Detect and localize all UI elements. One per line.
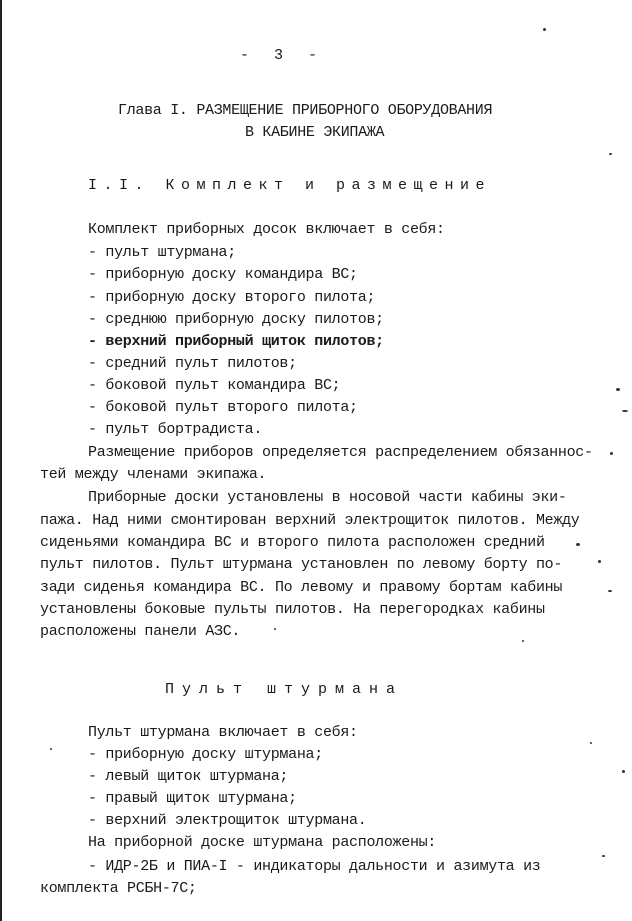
navigator-heading: Пульт штурмана (165, 681, 404, 698)
navigator-item-line1: - ИДР-2Б и ПИА-I - индикаторы дальности и азимута из (88, 858, 541, 875)
list-item: - приборную доску командира ВС; (88, 266, 358, 283)
paragraph-line: тей между членами экипажа. (40, 466, 267, 483)
list-item: - приборную доску штурмана; (88, 746, 323, 763)
paragraph-line: пажа. Над ними смонтирован верхний электрощиток пилотов. Между (40, 512, 580, 529)
section-heading: I.I. Комплект и размещение (88, 177, 492, 194)
list-item: - правый щиток штурмана; (88, 790, 297, 807)
page-number: - 3 - (240, 47, 326, 64)
list-item: - среднюю приборную доску пилотов; (88, 311, 384, 328)
navigator-intro: Пульт штурмана включает в себя: (88, 724, 358, 741)
paragraph-line: Приборные доски установлены в носовой части кабины эки- (88, 489, 567, 506)
navigator-located: На приборной доске штурмана расположены: (88, 834, 437, 851)
list-item: - пульт штурмана; (88, 244, 236, 261)
list-item: - приборную доску второго пилота; (88, 289, 376, 306)
chapter-title-line1: Глава I. РАЗМЕЩЕНИЕ ПРИБОРНОГО ОБОРУДОВАНИЯ (118, 102, 493, 119)
list-item: - средний пульт пилотов; (88, 355, 297, 372)
paragraph-line: пульт пилотов. Пульт штурмана установлен по левому борту по- (40, 556, 563, 573)
section-intro: Комплект приборных досок включает в себя: (88, 221, 445, 238)
list-item: - боковой пульт второго пилота; (88, 399, 358, 416)
chapter-title-line2: В КАБИНЕ ЭКИПАЖА (245, 124, 385, 141)
list-item: - боковой пульт командира ВС; (88, 377, 341, 394)
list-item: - пульт бортрадиста. (88, 421, 263, 438)
paragraph-line: расположены панели АЗС. (40, 623, 241, 640)
list-item: - левый щиток штурмана; (88, 768, 289, 785)
list-item: - верхний приборный щиток пилотов; (88, 333, 384, 350)
paragraph-line: сиденьями командира ВС и второго пилота расположен средний (40, 534, 545, 551)
paragraph-line: Размещение приборов определяется распределением обязаннос- (88, 444, 593, 461)
paragraph-line: зади сиденья командира ВС. По левому и правому бортам кабины (40, 579, 563, 596)
navigator-item-line2: комплекта РСБН-7С; (40, 880, 197, 897)
list-item: - верхний электрощиток штурмана. (88, 812, 367, 829)
paragraph-line: установлены боковые пульты пилотов. На перегородках кабины (40, 601, 545, 618)
